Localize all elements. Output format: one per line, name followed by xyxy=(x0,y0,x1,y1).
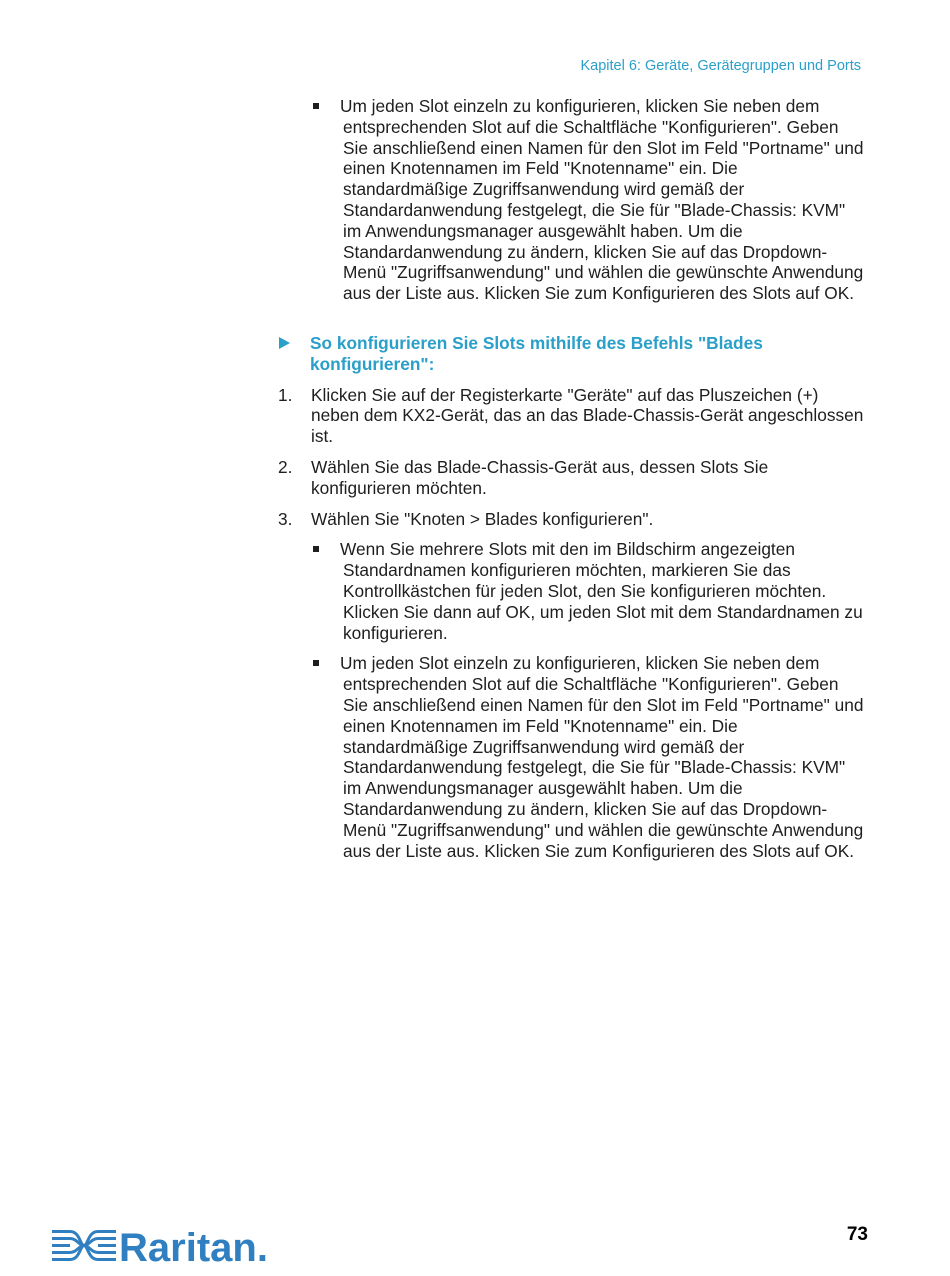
square-bullet-icon xyxy=(313,660,319,666)
square-bullet-icon xyxy=(313,103,319,109)
list-item xyxy=(278,96,866,304)
page-number: 73 xyxy=(846,1224,868,1245)
page-content xyxy=(278,96,866,871)
step-number: 1. xyxy=(278,384,293,405)
list-item xyxy=(278,653,866,861)
raritan-logo xyxy=(52,1226,274,1266)
procedure-heading-text: So konfigurieren Sie Slots mithilfe des Befehls "Blades konfigurieren": xyxy=(310,332,763,374)
step-text: Wählen Sie das Blade-Chassis-Gerät aus, dessen Slots Sie konfigurieren möchten. xyxy=(311,456,769,498)
bullet-text: Um jeden Slot einzeln zu konfigurieren, klicken Sie neben dem entsprechenden Slot auf die Schaltfläche "Konfigurieren". Geben Sie anschließend einen Namen für den Slot im Feld "Portname" und einen Knotennamen im Feld "Knotenname" ein. Die standardmäßige Zugriffsanwendung wird gemäß der Standardanwendung festgelegt, die Sie für "Blade-Chassis: KVM" im Anwendungsmanager ausgewählt haben. Um die Standardanwendung zu ändern, klicken Sie auf das Dropdown-Menü "Zugriffsanwendung" und wählen die gewünschte Anwendung aus der Liste aus. Klicken Sie zum Konfigurieren des Slots auf OK. xyxy=(340,653,864,861)
chapter-header: Kapitel 6: Geräte, Gerätegruppen und Ports xyxy=(580,58,861,74)
square-bullet-icon xyxy=(313,546,319,552)
bullet-text: Um jeden Slot einzeln zu konfigurieren, klicken Sie neben dem entsprechenden Slot auf die Schaltfläche "Konfigurieren". Geben Sie anschließend einen Namen für den Slot im Feld "Portname" und einen Knotennamen im Feld "Knotenname" ein. Die standardmäßige Zugriffsanwendung wird gemäß der Standardanwendung festgelegt, die Sie für "Blade-Chassis: KVM" im Anwendungsmanager ausgewählt haben. Um die Standardanwendung zu ändern, klicken Sie auf das Dropdown-Menü "Zugriffsanwendung" und wählen die gewünschte Anwendung aus der Liste aus. Klicken Sie zum Konfigurieren des Slots auf OK. xyxy=(340,96,864,304)
step-item xyxy=(278,457,866,499)
bullet-text: Wenn Sie mehrere Slots mit den im Bildschirm angezeigten Standardnamen konfigurieren möchten, markieren Sie das Kontrollkästchen für jeden Slot, den Sie konfigurieren möchten. Klicken Sie dann auf OK, um jeden Slot mit dem Standardnamen zu konfigurieren. xyxy=(340,539,863,643)
step-item xyxy=(278,509,866,530)
triangle-marker-icon xyxy=(279,337,290,349)
step-item xyxy=(278,385,866,447)
logo-wordmark: Raritan. xyxy=(119,1226,268,1266)
step-number: 2. xyxy=(278,456,293,477)
step-text: Klicken Sie auf der Registerkarte "Geräte" auf das Pluszeichen (+) neben dem KX2-Gerät, das an das Blade-Chassis-Gerät angeschlossen ist. xyxy=(311,384,864,447)
procedure-heading xyxy=(278,333,866,375)
step-number: 3. xyxy=(278,508,293,529)
step-text: Wählen Sie "Knoten > Blades konfigurieren". xyxy=(311,508,654,529)
list-item xyxy=(278,539,866,643)
